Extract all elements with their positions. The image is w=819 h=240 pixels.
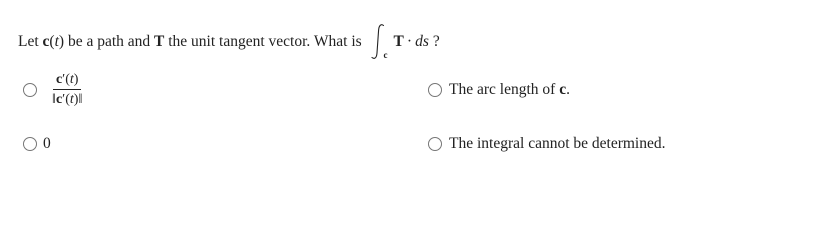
question-prompt xyxy=(18,27,440,60)
numerator-param-t: t xyxy=(69,72,74,87)
radio-button-d[interactable] xyxy=(428,137,442,151)
radio-button-b[interactable] xyxy=(428,83,442,97)
differential-ds: ds xyxy=(415,33,429,50)
denominator-paren-open: ( xyxy=(65,92,70,107)
numerator-paren-close: ) xyxy=(73,72,79,87)
answer-option-d[interactable] xyxy=(428,134,665,154)
option-b-text: The arc length of xyxy=(449,81,560,98)
question-text-end: the unit tangent vector. What is xyxy=(164,33,366,50)
integrand xyxy=(394,33,429,51)
answer-option-a[interactable] xyxy=(23,70,85,110)
unit-tangent-fraction xyxy=(49,72,85,108)
dot-operator: · xyxy=(406,33,413,50)
numerator-prime: ′ xyxy=(62,72,66,87)
integral-subscript: c xyxy=(383,50,388,60)
fraction-numerator xyxy=(53,72,82,90)
option-b-period: . xyxy=(566,81,570,98)
tangent-vector-T: T xyxy=(154,33,165,50)
norm-close: ‖ xyxy=(78,92,83,107)
paren-open: ( xyxy=(49,33,55,50)
denominator-paren-close: ) xyxy=(73,92,79,107)
question-mark: ? xyxy=(432,33,440,50)
numerator-paren-open: ( xyxy=(65,72,70,87)
norm-open: ‖ xyxy=(52,92,56,107)
radio-button-a[interactable] xyxy=(23,83,37,97)
answer-option-c[interactable] xyxy=(23,134,51,154)
denominator-param-t: t xyxy=(69,92,74,107)
option-b-vector-c: c xyxy=(559,81,567,98)
radio-button-c[interactable] xyxy=(23,137,37,151)
question-text-start: Let xyxy=(18,33,43,50)
param-t: t xyxy=(54,33,59,50)
answer-option-b[interactable] xyxy=(428,80,570,100)
paren-close: ) xyxy=(58,33,65,50)
option-d-label: The integral cannot be determined. xyxy=(449,135,666,152)
integral-sign xyxy=(370,24,388,60)
denominator-prime: ′ xyxy=(62,92,66,107)
integrand-T: T xyxy=(393,33,404,50)
path-vector-c: c xyxy=(42,33,50,50)
option-c-label: 0 xyxy=(43,135,51,152)
option-b-label xyxy=(449,81,570,99)
fraction-denominator xyxy=(49,90,85,108)
numerator-vector-c: c xyxy=(55,72,63,87)
line-integral xyxy=(370,24,429,60)
question-text-middle: be a path and xyxy=(64,33,155,50)
denominator-vector-c: c xyxy=(55,92,63,107)
